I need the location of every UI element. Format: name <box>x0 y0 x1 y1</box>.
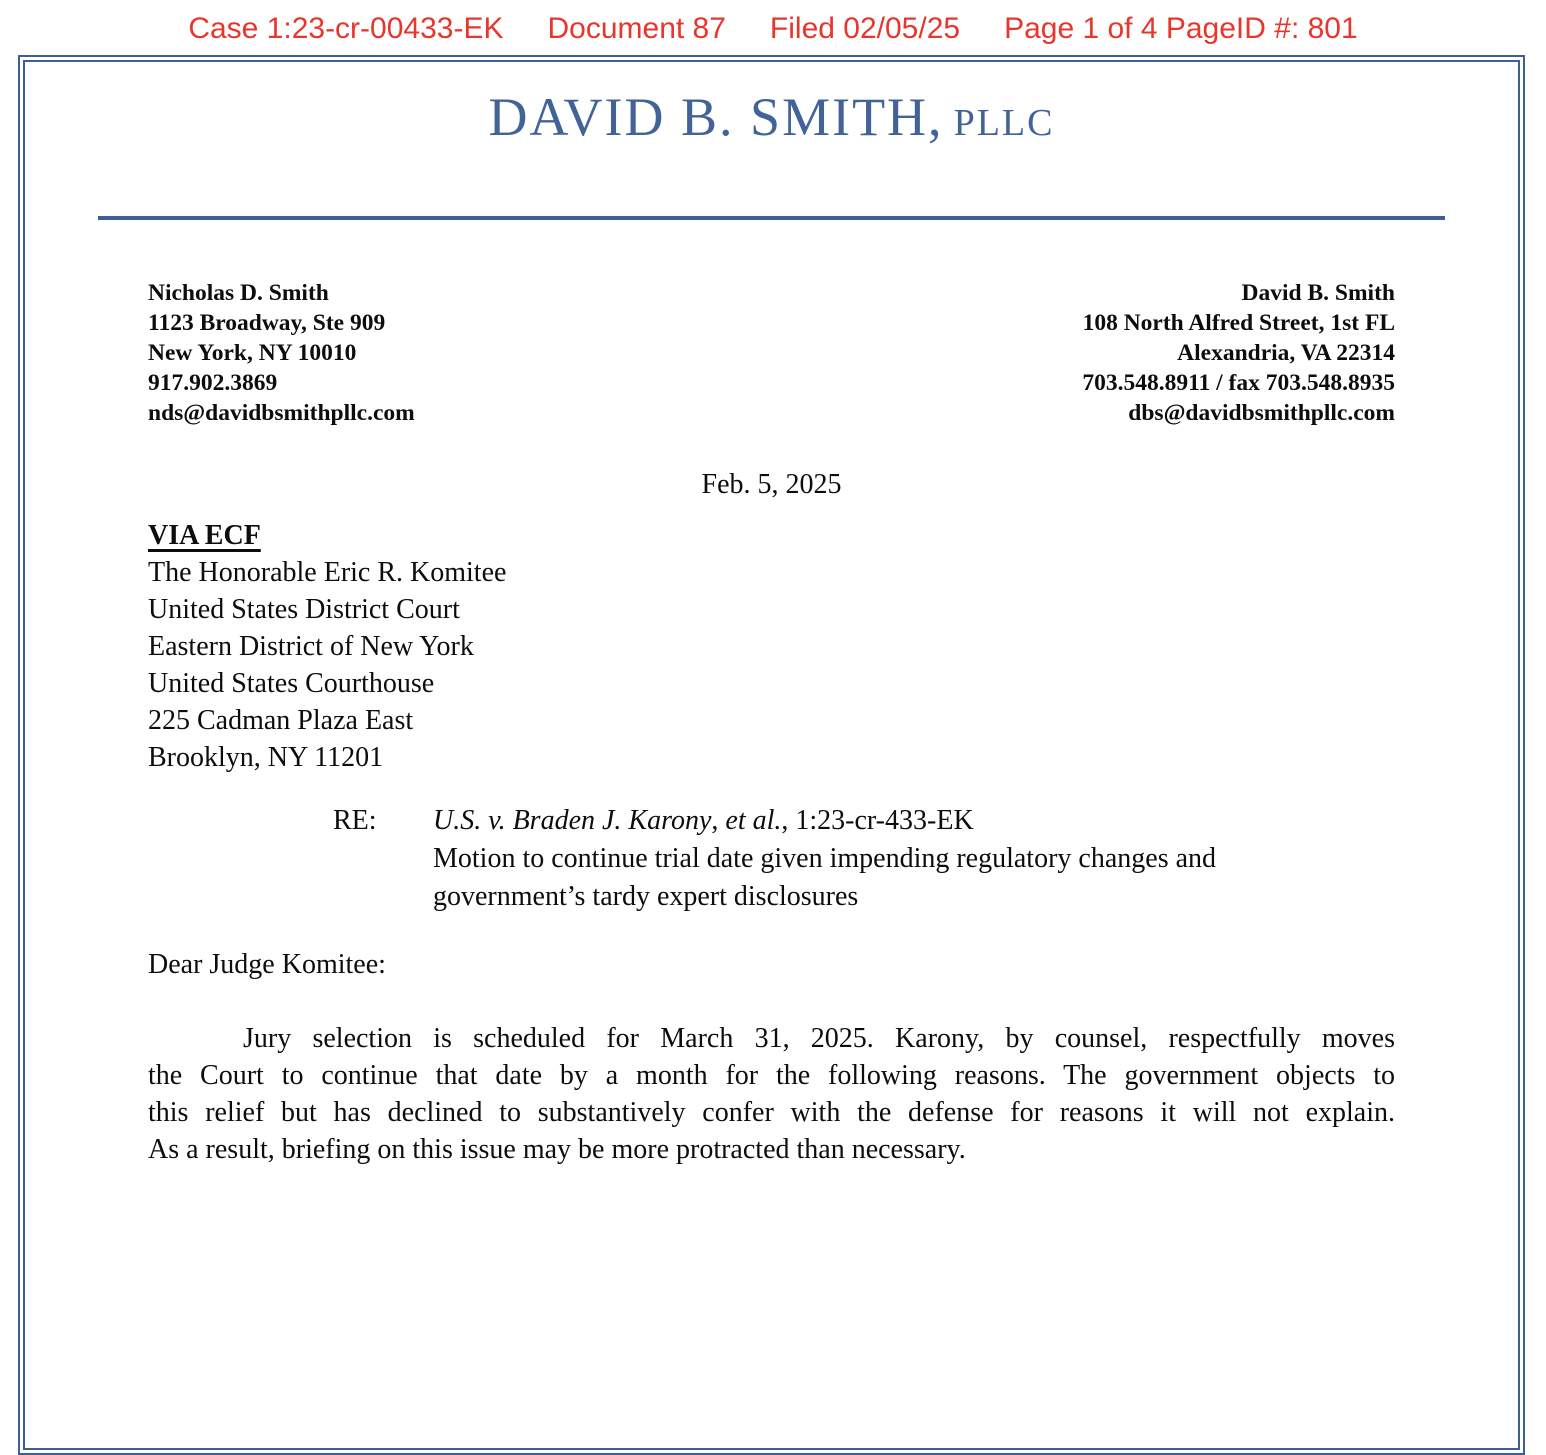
attorney-left-contact <box>148 278 415 428</box>
attorney-left-address-line: New York, NY 10010 <box>148 340 357 366</box>
contact-block <box>148 278 1395 428</box>
attorney-left-name: Nicholas D. Smith <box>148 280 329 306</box>
attorney-right-address-line: 108 North Alfred Street, 1st FL <box>1082 310 1395 336</box>
body-line: this relief but has declined to substantively confer with the defense for reasons it will not explain. <box>148 1097 1395 1128</box>
salutation: Dear Judge Komitee: <box>148 949 386 980</box>
recipient-line: Eastern District of New York <box>148 631 474 662</box>
recipient-line: United States District Court <box>148 594 460 625</box>
letter-content <box>25 82 1518 1168</box>
re-subject-block <box>148 802 1395 916</box>
firm-suffix: PLLC <box>953 102 1055 144</box>
via-ecf-label: VIA ECF <box>148 520 261 551</box>
attorney-left-phone: 917.902.3869 <box>148 370 278 396</box>
recipient-line: Brooklyn, NY 11201 <box>148 742 384 773</box>
re-case-number: , 1:23-cr-433-EK <box>781 805 974 836</box>
ecf-filing-stamp <box>0 12 1546 46</box>
re-subject-line: Motion to continue trial date given impending regulatory changes and <box>433 843 1217 874</box>
re-label: RE: <box>333 805 377 836</box>
delivery-method <box>148 517 1395 554</box>
stamp-case-number: Case 1:23-cr-00433-EK <box>188 12 504 45</box>
body-line: the Court to continue that date by a month for the following reasons. The government objects to <box>148 1060 1395 1091</box>
attorney-right-email: dbs@davidbsmithpllc.com <box>1128 400 1395 426</box>
body-paragraph <box>148 1020 1395 1168</box>
letter-border-frame <box>18 55 1525 1455</box>
stamp-filed-date: Filed 02/05/25 <box>769 12 961 45</box>
attorney-left-address-line: 1123 Broadway, Ste 909 <box>148 310 386 336</box>
attorney-right-contact <box>1082 278 1395 428</box>
body-line: Jury selection is scheduled for March 31, 2025. Karony, by counsel, respectfully moves <box>243 1023 1395 1054</box>
re-etal: et al. <box>725 805 782 836</box>
recipient-address-block <box>148 554 1395 776</box>
attorney-right-phone: 703.548.8911 / fax 703.548.8935 <box>1082 370 1395 396</box>
attorney-right-name: David B. Smith <box>1241 280 1395 306</box>
body-line: As a result, briefing on this issue may be more protracted than necessary. <box>148 1134 966 1165</box>
recipient-line: United States Courthouse <box>148 668 435 699</box>
re-case-caption: U.S. v. Braden J. Karony <box>433 805 712 836</box>
attorney-left-email: nds@davidbsmithpllc.com <box>148 400 415 426</box>
stamp-page-id: Page 1 of 4 PageID #: 801 <box>1004 12 1358 45</box>
letterhead <box>148 82 1395 166</box>
firm-name: DAVID B. SMITH, <box>488 87 944 147</box>
re-text <box>433 802 1395 916</box>
recipient-line: 225 Cadman Plaza East <box>148 705 414 736</box>
letterhead-divider <box>98 216 1445 220</box>
re-separator: , <box>711 805 726 836</box>
re-subject-line: government’s tardy expert disclosures <box>433 881 859 912</box>
letter-date: Feb. 5, 2025 <box>701 469 842 500</box>
stamp-document-number: Document 87 <box>547 12 726 45</box>
recipient-name: The Honorable Eric R. Komitee <box>148 557 507 588</box>
attorney-right-address-line: Alexandria, VA 22314 <box>1177 340 1395 366</box>
re-case-line <box>433 802 1395 840</box>
